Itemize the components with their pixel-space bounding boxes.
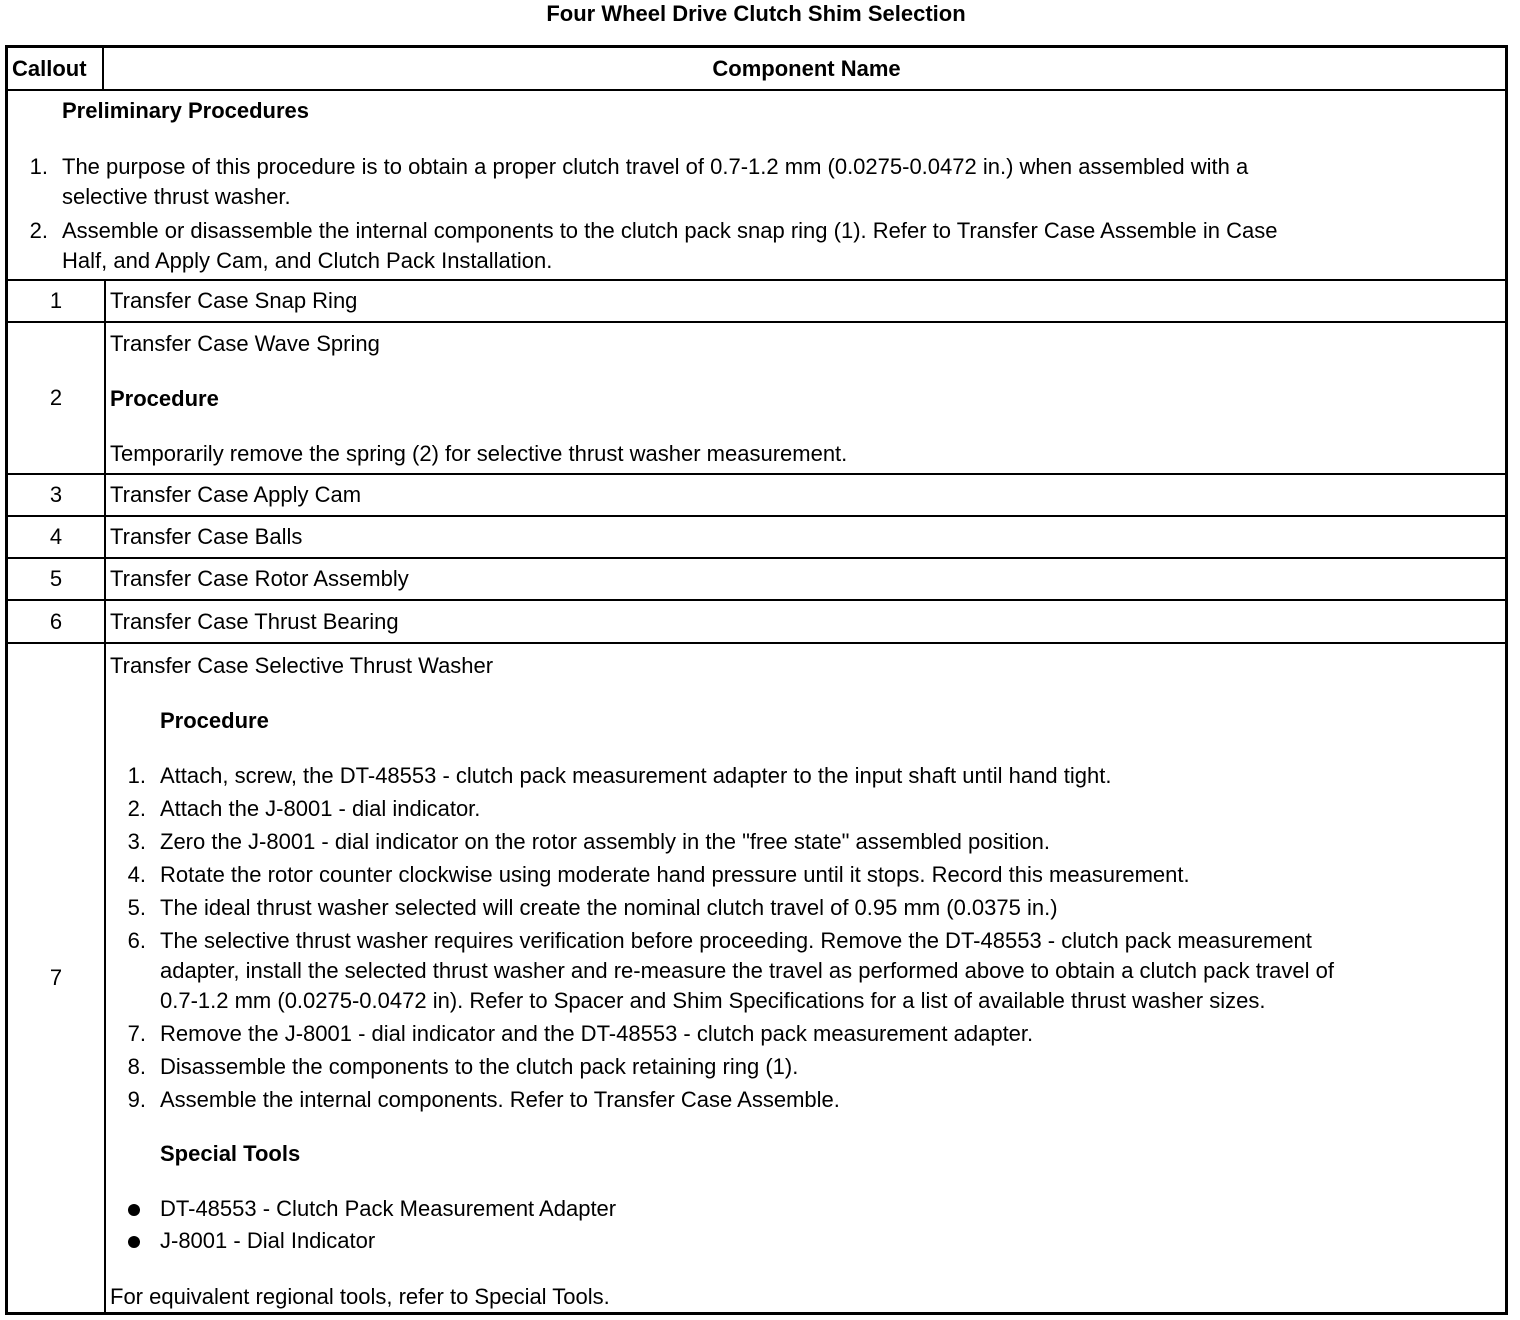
procedure-step — [110, 794, 1505, 824]
item-number: 1. — [29, 154, 48, 179]
step-text: Attach, screw, the DT-48553 - clutch pack measurement adapter to the input shaft until hand tight. — [160, 763, 1112, 788]
callout-cell: 7 — [8, 644, 106, 1312]
step-number: 6. — [127, 928, 146, 953]
procedure-step — [110, 860, 1505, 890]
step-number: 3. — [127, 829, 146, 854]
step-text: Disassemble the components to the clutch pack retaining ring (1). — [160, 1054, 799, 1079]
table-row — [8, 279, 1505, 321]
shim-selection-table — [5, 45, 1508, 1315]
bullet-icon — [128, 1204, 140, 1216]
procedure-step — [110, 893, 1505, 923]
component-name: Transfer Case Balls — [110, 524, 303, 549]
callout-cell: 1 — [8, 281, 106, 321]
preliminary-heading: Preliminary Procedures — [62, 98, 310, 123]
step-text: 0.7-1.2 mm (0.0275-0.0472 in). Refer to Spacer and Shim Specifications for a list of available thrust washer sizes. — [160, 988, 1266, 1013]
callout-cell: 3 — [8, 475, 106, 515]
step-text: Attach the J-8001 - dial indicator. — [160, 796, 481, 821]
component-name: Transfer Case Wave Spring — [110, 331, 380, 356]
procedure-step — [110, 1085, 1505, 1115]
procedure-step — [110, 1052, 1505, 1082]
step-text: The selective thrust washer requires verification before proceeding. Remove the DT-48553 - clutch pack measurement — [160, 928, 1312, 953]
table-row — [8, 321, 1505, 473]
special-tools-heading: Special Tools — [160, 1141, 301, 1166]
list-item — [8, 152, 1505, 212]
bullet-icon — [128, 1236, 140, 1248]
item-text: Half, and Apply Cam, and Clutch Pack Installation. — [62, 248, 553, 273]
step-text: Remove the J-8001 - dial indicator and the DT-48553 - clutch pack measurement adapter. — [160, 1021, 1034, 1046]
item-number: 2. — [29, 218, 48, 243]
item-text: selective thrust washer. — [62, 184, 291, 209]
document-title: Four Wheel Drive Clutch Shim Selection — [546, 1, 966, 26]
callout-cell: 6 — [8, 601, 106, 642]
special-tool-item — [110, 1226, 1505, 1256]
table-row — [8, 515, 1505, 557]
component-name: Transfer Case Selective Thrust Washer — [110, 653, 494, 678]
step-text: adapter, install the selected thrust washer and re-measure the travel as performed above to obtain a clutch pack travel of — [160, 958, 1334, 983]
step-number: 4. — [127, 862, 146, 887]
component-name: Transfer Case Rotor Assembly — [110, 566, 409, 591]
procedure-heading: Procedure — [110, 386, 219, 411]
item-text: The purpose of this procedure is to obtain a proper clutch travel of 0.7-1.2 mm (0.0275-0.0472 in.) when assembled with a — [62, 154, 1249, 179]
component-name: Transfer Case Apply Cam — [110, 482, 362, 507]
header-callout: Callout — [8, 48, 104, 89]
list-item — [8, 216, 1505, 276]
step-text: Assemble the internal components. Refer to Transfer Case Assemble. — [160, 1087, 840, 1112]
component-name: Transfer Case Thrust Bearing — [110, 608, 399, 634]
step-number: 9. — [127, 1087, 146, 1112]
procedure-step — [110, 926, 1505, 1016]
special-tool-item — [110, 1194, 1505, 1224]
callout-cell: 4 — [8, 517, 106, 557]
step-number: 5. — [127, 895, 146, 920]
procedure-text: Temporarily remove the spring (2) for selective thrust washer measurement. — [110, 441, 848, 466]
footer-note: For equivalent regional tools, refer to Special Tools. — [110, 1284, 610, 1309]
step-text: The ideal thrust washer selected will create the nominal clutch travel of 0.95 mm (0.0375 in.) — [160, 895, 1058, 920]
step-number: 1. — [127, 763, 146, 788]
table-row — [8, 642, 1505, 1312]
procedure-step — [110, 827, 1505, 857]
step-number: 2. — [127, 796, 146, 821]
procedure-heading: Procedure — [160, 708, 269, 733]
special-tools-list — [110, 1194, 1505, 1256]
preliminary-list — [8, 152, 1505, 276]
callout-cell: 2 — [8, 323, 106, 473]
procedure-step — [110, 1019, 1505, 1049]
step-text: Zero the J-8001 - dial indicator on the rotor assembly in the "free state" assembled position. — [160, 829, 1050, 854]
preliminary-procedures-row — [8, 89, 1505, 279]
table-row — [8, 599, 1505, 642]
header-component-name: Component Name — [712, 55, 901, 81]
step-number: 7. — [127, 1021, 146, 1046]
callout-cell: 5 — [8, 559, 106, 599]
procedure-steps — [110, 761, 1505, 1115]
step-text: Rotate the rotor counter clockwise using moderate hand pressure until it stops. Record this measurement. — [160, 862, 1190, 887]
tool-name: DT-48553 - Clutch Pack Measurement Adapter — [160, 1196, 617, 1221]
step-number: 8. — [127, 1054, 146, 1079]
procedure-step — [110, 761, 1505, 791]
item-text: Assemble or disassemble the internal components to the clutch pack snap ring (1). Refer to Transfer Case Assemble in Case — [62, 218, 1278, 243]
table-row — [8, 473, 1505, 515]
component-name: Transfer Case Snap Ring — [110, 288, 358, 313]
tool-name: J-8001 - Dial Indicator — [160, 1228, 376, 1253]
table-header-row — [8, 48, 1505, 89]
table-row — [8, 557, 1505, 599]
